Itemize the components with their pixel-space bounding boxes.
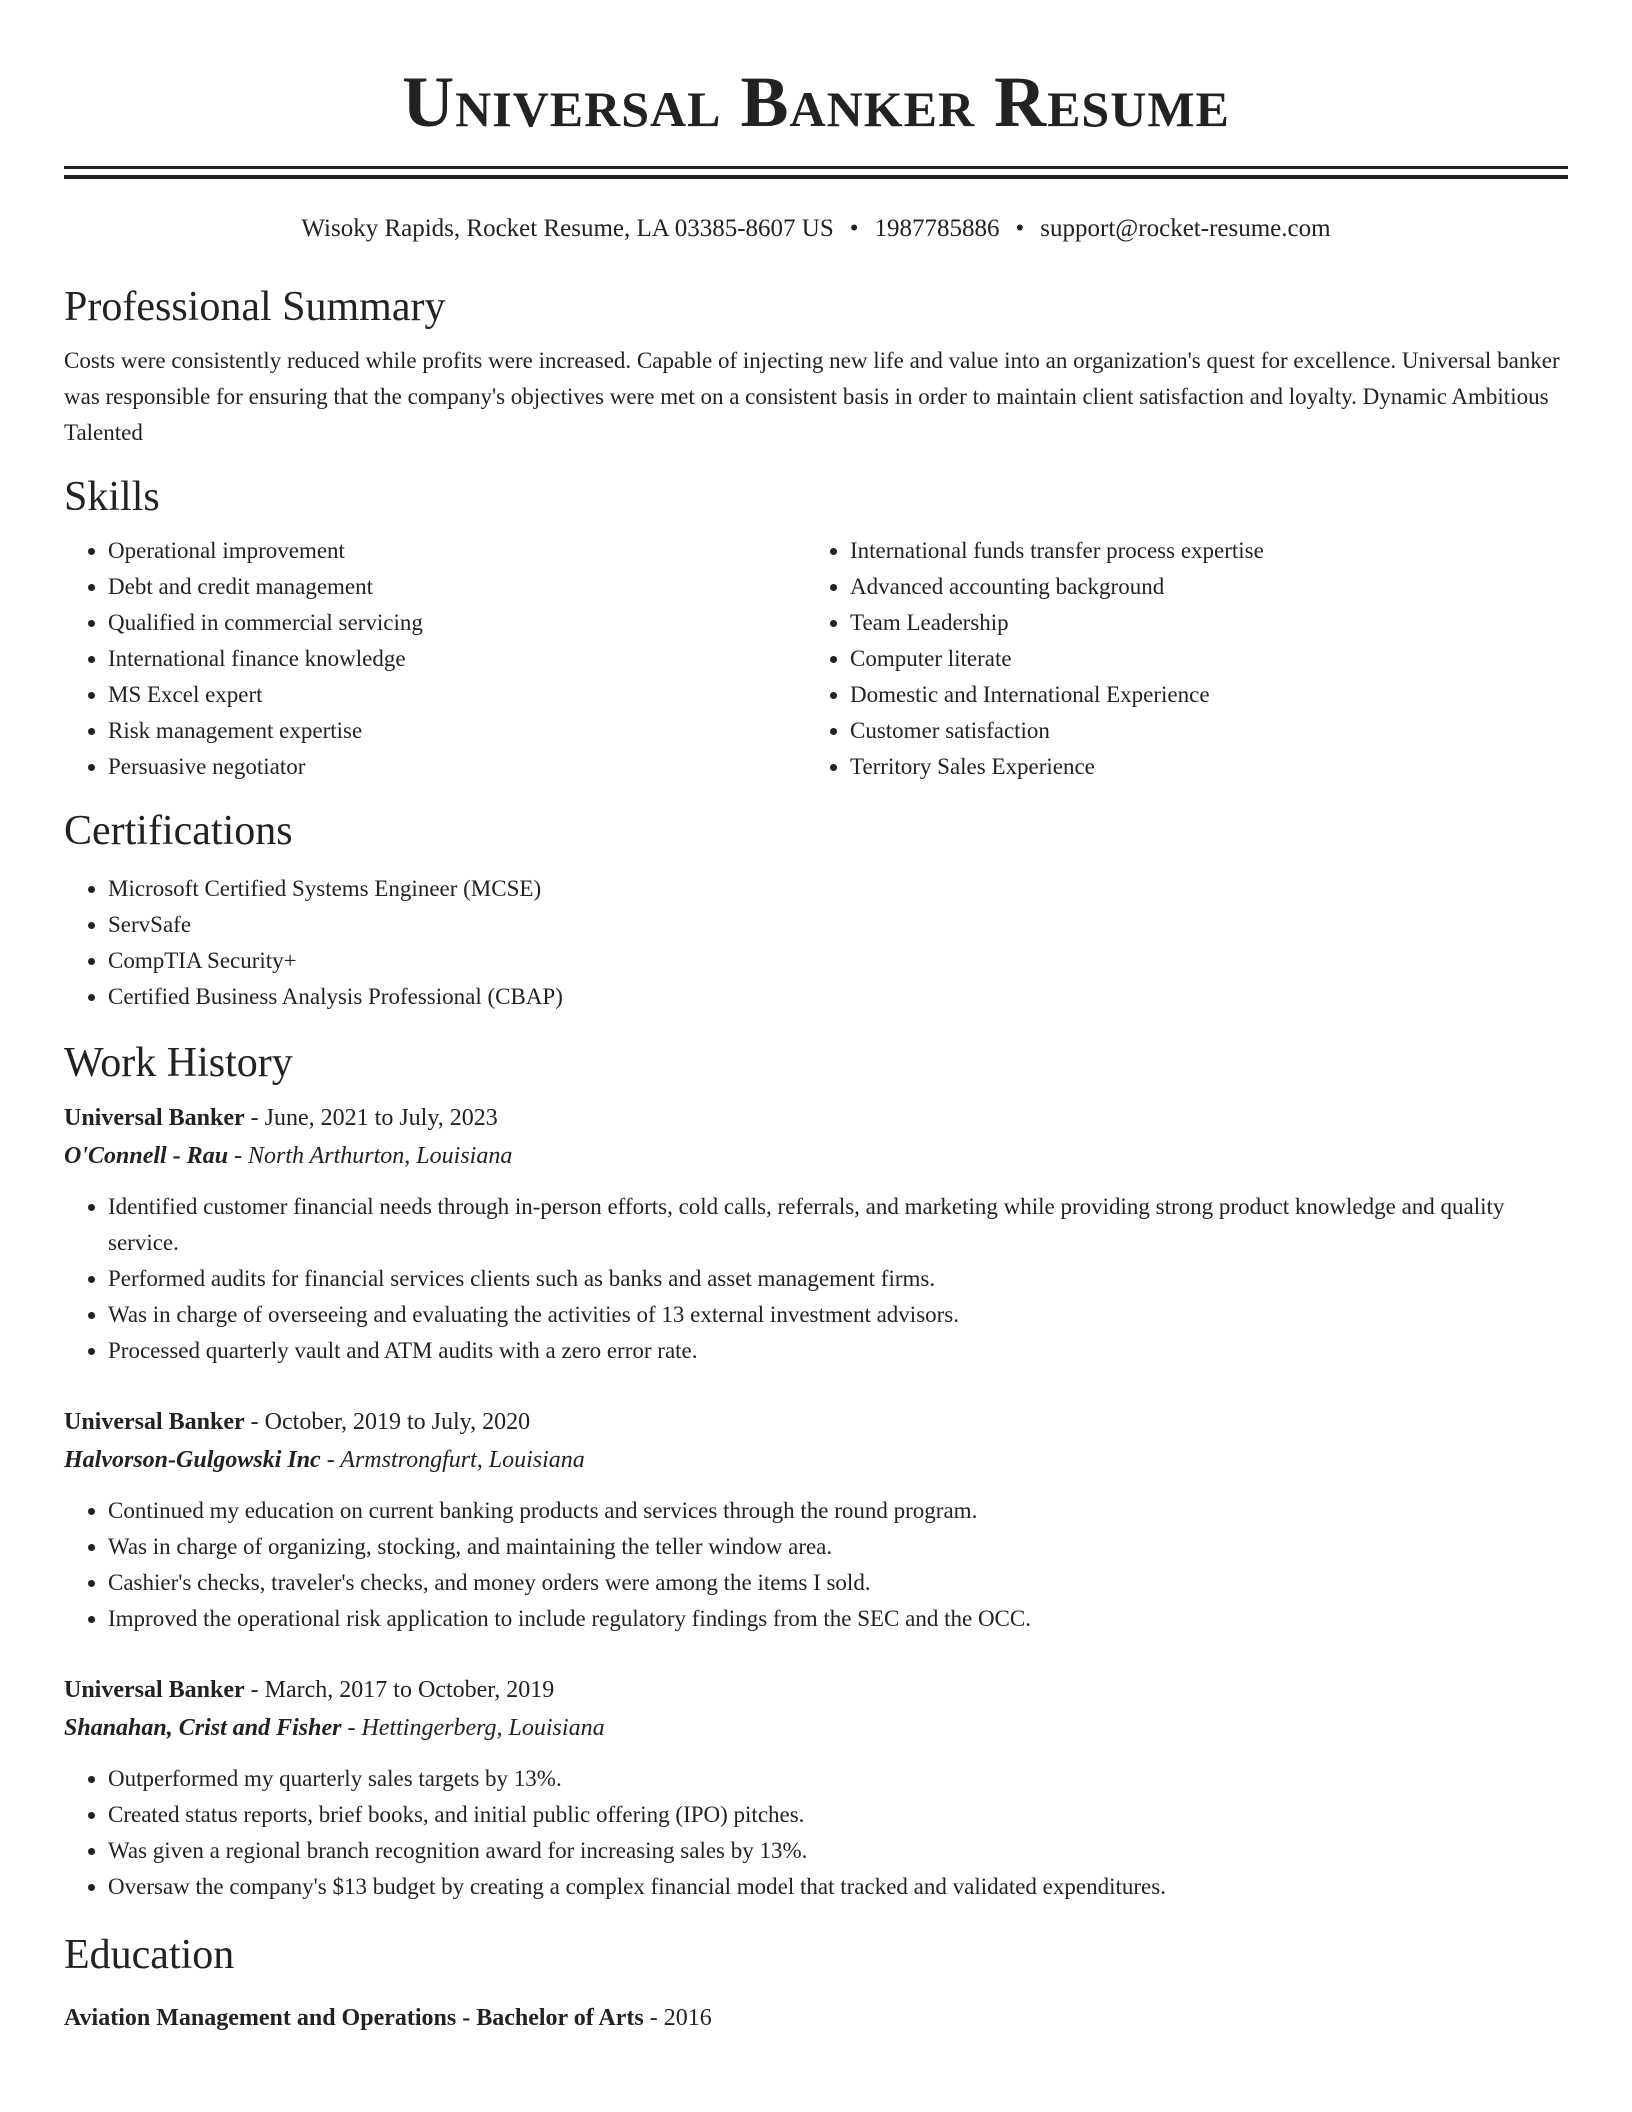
job-bullets: [64, 1761, 1568, 1905]
contact-email: support@rocket-resume.com: [1040, 215, 1331, 242]
job-bullet: • Oversaw the company's $13 budget by creating a complex financial model that tracked and validated expenditures.: [108, 1869, 1568, 1905]
job-role: Universal Banker: [64, 1409, 245, 1435]
skill-item: • International finance knowledge: [108, 641, 806, 677]
skill-item: • Customer satisfaction: [850, 713, 1548, 749]
job-entry: [64, 1403, 1568, 1637]
work-history-heading: Work History: [64, 1040, 293, 1086]
job-company: Halvorson-Gulgowski Inc: [64, 1447, 321, 1473]
education-degree: Aviation Management and Operations - Bachelor of Arts: [64, 2005, 644, 2031]
certifications-list: [64, 871, 1568, 1015]
certification-item: • CompTIA Security+: [108, 943, 1568, 979]
summary-text: Costs were consistently reduced while profits were increased. Capable of injecting new life and value into an organization's quest for excellence. Universal banker was responsible for ensuring that the company's objectives were met on a consistent basis in order to maintain client satisfaction and loyalty. Dynamic Ambitious Talented: [64, 348, 1560, 445]
summary-heading: Professional Summary: [64, 284, 446, 330]
job-dates: - March, 2017 to October, 2019: [244, 1677, 555, 1703]
education-year: - 2016: [643, 2005, 712, 2031]
job-bullets: [64, 1493, 1568, 1637]
job-company-line: [64, 1137, 1568, 1175]
job-title-line: [64, 1671, 1568, 1709]
job-dates: - June, 2021 to July, 2023: [244, 1105, 498, 1131]
job-bullet: • Processed quarterly vault and ATM audits with a zero error rate.: [108, 1333, 1568, 1369]
certifications-heading: Certifications: [64, 808, 293, 854]
skills-list-right: [806, 533, 1548, 785]
job-bullet: • Was in charge of overseeing and evaluating the activities of 13 external investment advisors.: [108, 1297, 1568, 1333]
job-dates: - October, 2019 to July, 2020: [244, 1409, 531, 1435]
contact-line: [64, 213, 1568, 245]
resume-title: Universal Banker Resume: [402, 62, 1230, 142]
title-divider: [64, 166, 1568, 169]
skill-item: • Debt and credit management: [108, 569, 806, 605]
job-role: Universal Banker: [64, 1677, 245, 1703]
job-location: - North Arthurton, Louisiana: [228, 1143, 513, 1169]
contact-phone: 1987785886: [874, 215, 1000, 242]
education-heading: Education: [64, 1932, 235, 1978]
skill-item: • Persuasive negotiator: [108, 749, 806, 785]
contact-address: Wisoky Rapids, Rocket Resume, LA 03385-8607 US: [301, 215, 834, 242]
skill-item: • Team Leadership: [850, 605, 1548, 641]
skill-item: • Territory Sales Experience: [850, 749, 1548, 785]
job-bullets: [64, 1189, 1568, 1369]
job-bullet: • Cashier's checks, traveler's checks, and money orders were among the items I sold.: [108, 1565, 1568, 1601]
job-bullet: • Was given a regional branch recognition award for increasing sales by 13%.: [108, 1833, 1568, 1869]
job-bullet: • Performed audits for financial services clients such as banks and asset management firms.: [108, 1261, 1568, 1297]
skills-list-left: [64, 533, 806, 785]
job-company: Shanahan, Crist and Fisher: [64, 1715, 342, 1741]
job-company: O'Connell - Rau: [64, 1143, 229, 1169]
job-bullet: • Created status reports, brief books, and initial public offering (IPO) pitches.: [108, 1797, 1568, 1833]
contact-separator: •: [849, 215, 859, 242]
job-bullet: • Identified customer financial needs through in-person efforts, cold calls, referrals, and marketing while providing strong product knowledge and quality service.: [108, 1189, 1568, 1261]
job-entry: [64, 1671, 1568, 1905]
skills-heading: Skills: [64, 474, 160, 520]
skill-item: • International funds transfer process expertise: [850, 533, 1548, 569]
job-title-line: [64, 1403, 1568, 1441]
job-bullet: • Outperformed my quarterly sales targets by 13%.: [108, 1761, 1568, 1797]
resume-page: [64, 0, 1568, 2037]
job-location: - Hettingerberg, Louisiana: [341, 1715, 605, 1741]
skill-item: • Computer literate: [850, 641, 1548, 677]
skill-item: • Risk management expertise: [108, 713, 806, 749]
job-company-line: [64, 1709, 1568, 1747]
job-entry: [64, 1099, 1568, 1369]
job-location: - Armstrongfurt, Louisiana: [320, 1447, 585, 1473]
skill-item: • MS Excel expert: [108, 677, 806, 713]
certification-item: • Microsoft Certified Systems Engineer (MCSE): [108, 871, 1568, 907]
education-entry: [64, 1999, 1568, 2037]
skill-item: • Operational improvement: [108, 533, 806, 569]
certification-item: • Certified Business Analysis Professional (CBAP): [108, 979, 1568, 1015]
job-bullet: • Continued my education on current banking products and services through the round program.: [108, 1493, 1568, 1529]
skills-columns: [64, 533, 1568, 785]
job-role: Universal Banker: [64, 1105, 245, 1131]
certification-item: • ServSafe: [108, 907, 1568, 943]
job-bullet: • Improved the operational risk application to include regulatory findings from the SEC and the OCC.: [108, 1601, 1568, 1637]
skill-item: • Domestic and International Experience: [850, 677, 1548, 713]
job-bullet: • Was in charge of organizing, stocking, and maintaining the teller window area.: [108, 1529, 1568, 1565]
skill-item: • Qualified in commercial servicing: [108, 605, 806, 641]
job-title-line: [64, 1099, 1568, 1137]
title-divider-secondary: [64, 175, 1568, 179]
contact-separator: •: [1015, 215, 1025, 242]
skill-item: • Advanced accounting background: [850, 569, 1548, 605]
job-company-line: [64, 1441, 1568, 1479]
